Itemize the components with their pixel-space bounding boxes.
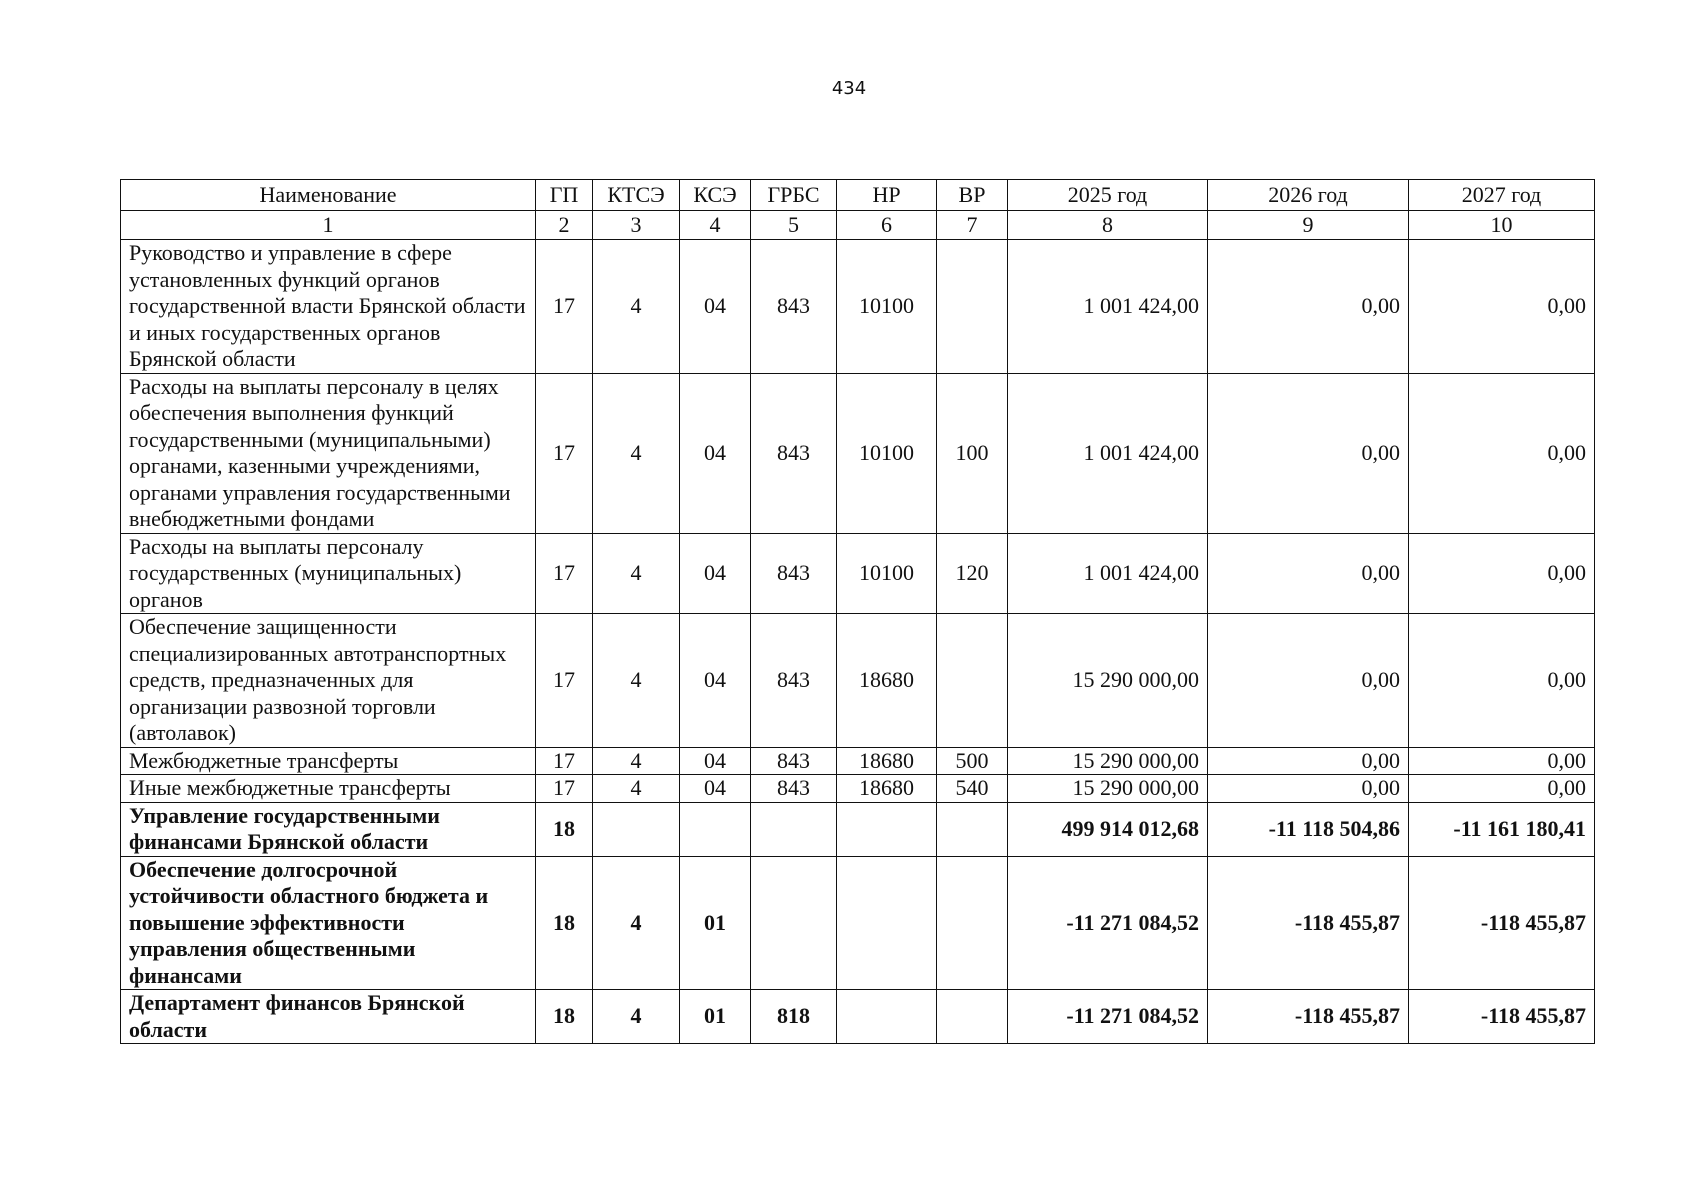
- table-row: [121, 747, 1595, 775]
- cell-nr: [837, 802, 937, 856]
- cell-gp: 17: [536, 775, 593, 803]
- row-name: Департамент финансов Брянской области: [121, 990, 536, 1044]
- cell-vr: [937, 802, 1008, 856]
- cell-2026: 0,00: [1208, 533, 1409, 614]
- cell-gp: 18: [536, 990, 593, 1044]
- cell-2027: 0,00: [1409, 614, 1595, 748]
- cell-grbs: [751, 802, 837, 856]
- header-grbs: ГРБС: [751, 180, 837, 211]
- cell-kse: 04: [680, 533, 751, 614]
- cell-gp: 18: [536, 802, 593, 856]
- cell-grbs: 843: [751, 747, 837, 775]
- column-number: 9: [1208, 211, 1409, 240]
- cell-vr: [937, 614, 1008, 748]
- cell-2026: 0,00: [1208, 240, 1409, 374]
- cell-2027: -11 161 180,41: [1409, 802, 1595, 856]
- cell-2025: 15 290 000,00: [1008, 775, 1208, 803]
- cell-gp: 17: [536, 373, 593, 533]
- table-row: [121, 990, 1595, 1044]
- budget-table: [120, 179, 1595, 1044]
- cell-2026: 0,00: [1208, 614, 1409, 748]
- table-row: [121, 856, 1595, 990]
- cell-ktse: 4: [593, 990, 680, 1044]
- row-name: Обеспечение долгосрочной устойчивости областного бюджета и повышение эффективности управления общественными финансами: [121, 856, 536, 990]
- cell-grbs: 843: [751, 373, 837, 533]
- cell-vr: 540: [937, 775, 1008, 803]
- row-name: Управление государственными финансами Брянской области: [121, 802, 536, 856]
- cell-2026: 0,00: [1208, 747, 1409, 775]
- cell-nr: 18680: [837, 747, 937, 775]
- column-number: 1: [121, 211, 536, 240]
- row-name: Иные межбюджетные трансферты: [121, 775, 536, 803]
- cell-2027: 0,00: [1409, 373, 1595, 533]
- cell-kse: 04: [680, 747, 751, 775]
- cell-grbs: 843: [751, 614, 837, 748]
- cell-ktse: 4: [593, 856, 680, 990]
- cell-2025: -11 271 084,52: [1008, 990, 1208, 1044]
- cell-2025: 499 914 012,68: [1008, 802, 1208, 856]
- cell-ktse: 4: [593, 240, 680, 374]
- cell-grbs: 843: [751, 775, 837, 803]
- cell-gp: 17: [536, 533, 593, 614]
- cell-gp: 17: [536, 747, 593, 775]
- cell-2027: 0,00: [1409, 775, 1595, 803]
- table-row: [121, 614, 1595, 748]
- cell-kse: 04: [680, 240, 751, 374]
- cell-nr: 10100: [837, 533, 937, 614]
- header-2027: 2027 год: [1409, 180, 1595, 211]
- cell-2027: 0,00: [1409, 240, 1595, 374]
- cell-kse: 04: [680, 614, 751, 748]
- cell-ktse: 4: [593, 775, 680, 803]
- cell-2025: 15 290 000,00: [1008, 747, 1208, 775]
- row-name: Расходы на выплаты персоналу государственных (муниципальных) органов: [121, 533, 536, 614]
- table-body: [121, 240, 1595, 1044]
- cell-gp: 17: [536, 614, 593, 748]
- cell-ktse: [593, 802, 680, 856]
- cell-vr: 100: [937, 373, 1008, 533]
- cell-gp: 18: [536, 856, 593, 990]
- cell-nr: [837, 856, 937, 990]
- cell-2026: -118 455,87: [1208, 856, 1409, 990]
- cell-nr: 18680: [837, 775, 937, 803]
- cell-ktse: 4: [593, 533, 680, 614]
- cell-2026: -118 455,87: [1208, 990, 1409, 1044]
- header-row: [121, 180, 1595, 211]
- cell-kse: [680, 802, 751, 856]
- column-number: 7: [937, 211, 1008, 240]
- cell-grbs: 843: [751, 240, 837, 374]
- cell-kse: 04: [680, 373, 751, 533]
- header-kse: КСЭ: [680, 180, 751, 211]
- cell-2026: 0,00: [1208, 373, 1409, 533]
- cell-vr: [937, 856, 1008, 990]
- cell-ktse: 4: [593, 614, 680, 748]
- column-number: 3: [593, 211, 680, 240]
- header-2025: 2025 год: [1008, 180, 1208, 211]
- cell-nr: 10100: [837, 240, 937, 374]
- cell-2025: -11 271 084,52: [1008, 856, 1208, 990]
- page-number: 434: [831, 78, 867, 99]
- cell-grbs: [751, 856, 837, 990]
- column-number: 5: [751, 211, 837, 240]
- column-number: 4: [680, 211, 751, 240]
- cell-ktse: 4: [593, 747, 680, 775]
- cell-2025: 1 001 424,00: [1008, 240, 1208, 374]
- cell-2027: -118 455,87: [1409, 990, 1595, 1044]
- cell-nr: [837, 990, 937, 1044]
- cell-ktse: 4: [593, 373, 680, 533]
- cell-vr: [937, 990, 1008, 1044]
- header-gp: ГП: [536, 180, 593, 211]
- column-number-row: [121, 211, 1595, 240]
- cell-2025: 1 001 424,00: [1008, 373, 1208, 533]
- cell-2027: 0,00: [1409, 533, 1595, 614]
- row-name: Межбюджетные трансферты: [121, 747, 536, 775]
- cell-vr: [937, 240, 1008, 374]
- cell-grbs: 843: [751, 533, 837, 614]
- cell-2026: 0,00: [1208, 775, 1409, 803]
- cell-2027: 0,00: [1409, 747, 1595, 775]
- header-ktse: КТСЭ: [593, 180, 680, 211]
- table-row: [121, 533, 1595, 614]
- cell-kse: 04: [680, 775, 751, 803]
- cell-grbs: 818: [751, 990, 837, 1044]
- cell-2026: -11 118 504,86: [1208, 802, 1409, 856]
- row-name: Обеспечение защищенности специализированных автотранспортных средств, предназначенных для организации развозной торговли (автолавок): [121, 614, 536, 748]
- cell-2027: -118 455,87: [1409, 856, 1595, 990]
- header-name: Наименование: [121, 180, 536, 211]
- cell-kse: 01: [680, 856, 751, 990]
- table-row: [121, 240, 1595, 374]
- column-number: 10: [1409, 211, 1595, 240]
- row-name: Расходы на выплаты персоналу в целях обеспечения выполнения функций государственными (муниципальными) органами, казенными учреждениями, органами управления государственными внебюджетными фондами: [121, 373, 536, 533]
- header-vr: ВР: [937, 180, 1008, 211]
- table-row: [121, 775, 1595, 803]
- column-number: 2: [536, 211, 593, 240]
- cell-gp: 17: [536, 240, 593, 374]
- header-nr: НР: [837, 180, 937, 211]
- cell-2025: 1 001 424,00: [1008, 533, 1208, 614]
- cell-nr: 10100: [837, 373, 937, 533]
- column-number: 6: [837, 211, 937, 240]
- row-name: Руководство и управление в сфере установленных функций органов государственной власти Брянской области и иных государственных органов Брянской области: [121, 240, 536, 374]
- column-number: 8: [1008, 211, 1208, 240]
- table-row: [121, 802, 1595, 856]
- header-2026: 2026 год: [1208, 180, 1409, 211]
- cell-nr: 18680: [837, 614, 937, 748]
- cell-kse: 01: [680, 990, 751, 1044]
- table-row: [121, 373, 1595, 533]
- cell-vr: 120: [937, 533, 1008, 614]
- cell-2025: 15 290 000,00: [1008, 614, 1208, 748]
- cell-vr: 500: [937, 747, 1008, 775]
